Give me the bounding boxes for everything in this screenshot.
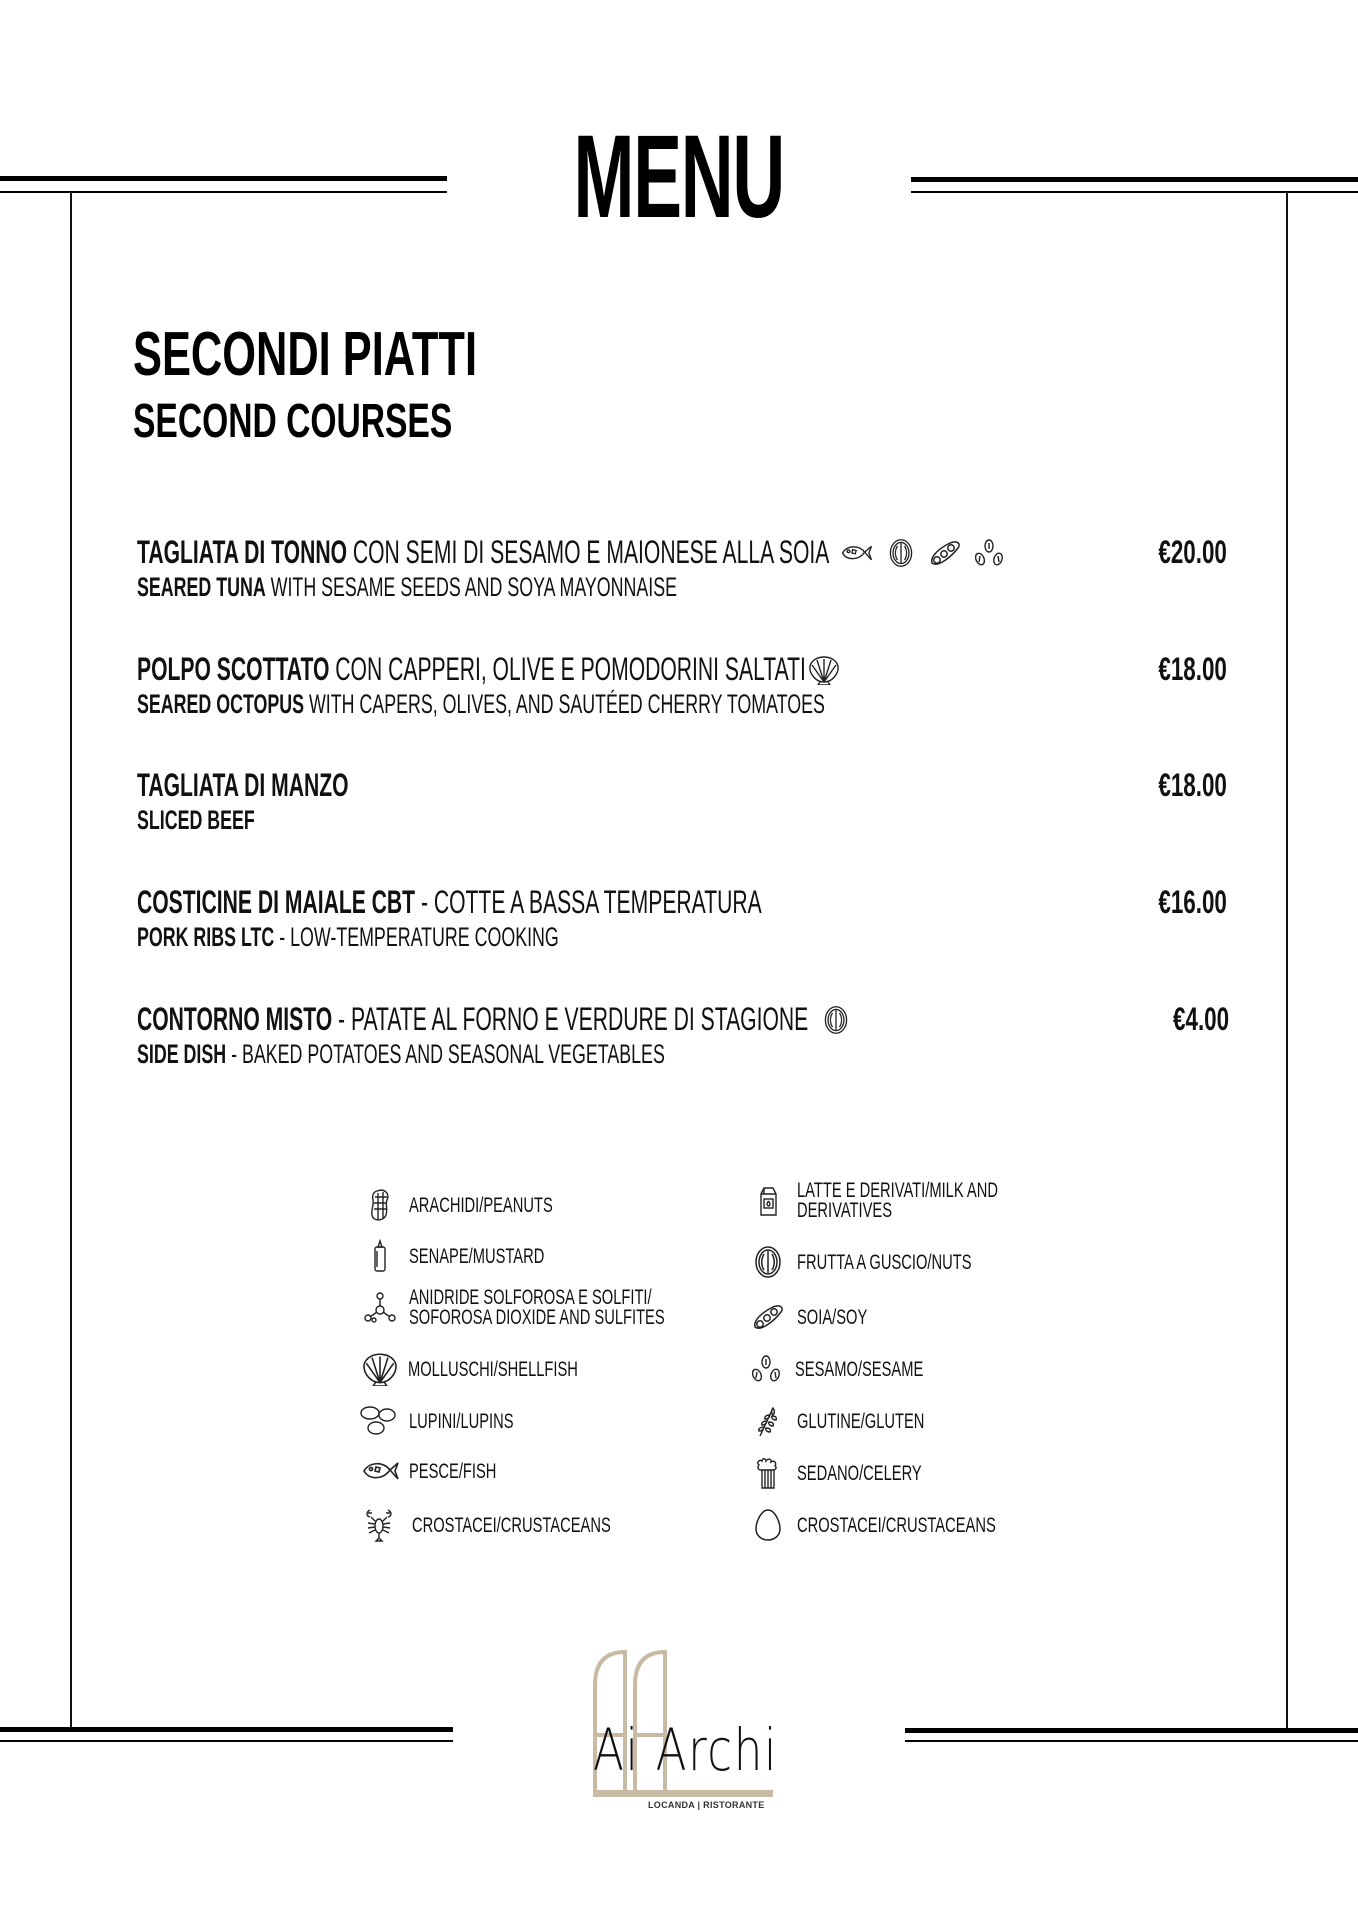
- legend-item-egg: [751, 1508, 1081, 1542]
- item-name-en: PORK RIBS LTC: [137, 922, 275, 952]
- right-border: [1286, 192, 1288, 1728]
- restaurant-logo: [585, 1640, 785, 1810]
- legend-item-mustard: [363, 1239, 602, 1273]
- sesame-icon: [749, 1352, 783, 1386]
- gluten-icon: [751, 1404, 785, 1438]
- menu-item: [137, 765, 1227, 837]
- legend-item-fish: [361, 1456, 534, 1486]
- item-desc-it: CON CAPPERI, OLIVE E POMODORINI SALTATI: [329, 651, 806, 687]
- legend-item-soy: [751, 1300, 897, 1334]
- item-desc-it: - PATATE AL FORNO E VERDURE DI STAGIONE: [332, 1001, 809, 1037]
- item-name-en: SLICED BEEF: [137, 805, 255, 835]
- item-desc-en: WITH CAPERS, OLIVES, AND SAUTÉED CHERRY TOMATOES: [304, 689, 825, 719]
- legend-label: GLUTINE/GLUTEN: [797, 1409, 925, 1433]
- legend-item-crustaceans: [362, 1508, 696, 1542]
- item-desc-en: WITH SESAME SEEDS AND SOYA MAYONNAISE: [265, 572, 677, 602]
- logo-wordmark: [593, 1718, 778, 1782]
- left-border: [70, 192, 72, 1728]
- legend-label-line1: ANIDRIDE SOLFOROSA E SOLFITI/: [409, 1286, 652, 1309]
- item-desc-en: - LOW-TEMPERATURE COOKING: [274, 922, 559, 952]
- item-line-italian: [137, 882, 762, 922]
- shellfish-icon: [360, 1352, 400, 1386]
- item-line-english: [137, 920, 559, 954]
- allergen-icons: [807, 655, 841, 685]
- sesame-icon: [972, 538, 1006, 568]
- logo-word-ai: Ai: [593, 1716, 640, 1784]
- item-name-en: SEARED OCTOPUS: [137, 689, 305, 719]
- nuts-icon: [751, 1245, 785, 1279]
- legend-item-lupins: [357, 1404, 558, 1438]
- item-price: €18.00: [1158, 767, 1227, 803]
- fish-icon: [361, 1456, 401, 1486]
- legend-label: CROSTACEI/CRUSTACEANS: [797, 1513, 996, 1537]
- item-name-en: SIDE DISH: [137, 1039, 227, 1069]
- legend-item-shellfish: [360, 1352, 651, 1386]
- legend-label-line2: SOFOROSA DIOXIDE AND SULFITES: [409, 1306, 665, 1329]
- fish-icon: [840, 538, 874, 568]
- item-name-it: TAGLIATA DI MANZO: [137, 767, 349, 803]
- legend-label: SESAMO/SESAME: [795, 1357, 924, 1381]
- legend-label: [797, 1181, 998, 1221]
- menu-item: [137, 999, 1227, 1071]
- legend-item-sulfites: [363, 1288, 774, 1328]
- menu-item: [137, 532, 1227, 604]
- item-line-english: [137, 687, 825, 721]
- legend-item-celery: [751, 1456, 975, 1490]
- legend-item-sesame: [749, 1352, 978, 1386]
- soy-icon: [928, 538, 962, 568]
- lupins-icon: [357, 1404, 401, 1438]
- item-price: €4.00: [1172, 1001, 1229, 1037]
- item-line-italian: [137, 649, 806, 689]
- item-line-italian: [137, 532, 829, 572]
- menu-item: [137, 649, 1227, 721]
- legend-label: SEDANO/CELERY: [797, 1461, 922, 1485]
- page-title: [0, 111, 1358, 243]
- item-name-it: CONTORNO MISTO: [137, 1001, 333, 1037]
- legend-label: SOIA/SOY: [797, 1305, 868, 1329]
- item-name-en: SEARED TUNA: [137, 572, 266, 602]
- item-name-it: TAGLIATA DI TONNO: [137, 534, 348, 570]
- item-line-english: [137, 1037, 665, 1071]
- shellfish-icon: [807, 655, 841, 685]
- bottom-right-rule-thin: [905, 1740, 1358, 1742]
- bottom-left-rule-thick: [0, 1727, 453, 1732]
- mustard-icon: [363, 1239, 397, 1273]
- item-desc-en: - BAKED POTATOES AND SEASONAL VEGETABLES: [226, 1039, 665, 1069]
- legend-label-line1: LATTE E DERIVATI/MILK AND: [797, 1179, 998, 1202]
- legend-label: ARACHIDI/PEANUTS: [409, 1193, 553, 1217]
- item-name-it: COSTICINE DI MAIALE CBT: [137, 884, 416, 920]
- milk-icon: [751, 1184, 785, 1218]
- legend-label: CROSTACEI/CRUSTACEANS: [412, 1513, 611, 1537]
- allergen-icons: [819, 1005, 853, 1035]
- legend-label-line2: DERIVATIVES: [797, 1199, 893, 1222]
- legend-item-gluten: [751, 1404, 979, 1438]
- item-desc-it: CON SEMI DI SESAMO E MAIONESE ALLA SOIA: [347, 534, 830, 570]
- legend-label: FRUTTA A GUSCIO/NUTS: [797, 1250, 972, 1274]
- legend-label: SENAPE/MUSTARD: [409, 1244, 545, 1268]
- logo-tagline: LOCANDA | RISTORANTE: [648, 1800, 765, 1810]
- item-line-italian: [137, 765, 349, 805]
- logo-word-archi: Archi: [655, 1716, 779, 1784]
- item-price: €20.00: [1158, 534, 1227, 570]
- bottom-left-rule-thin: [0, 1740, 453, 1742]
- legend-item-peanuts: [363, 1188, 614, 1222]
- nuts-icon: [819, 1005, 853, 1035]
- crustacean-icon: [362, 1508, 396, 1542]
- soy-icon: [751, 1300, 785, 1334]
- section-title-italian: SECONDI PIATTI: [133, 320, 478, 389]
- peanut-icon: [363, 1188, 397, 1222]
- legend-label: MOLLUSCHI/SHELLFISH: [408, 1357, 578, 1381]
- allergen-icons: [840, 538, 1006, 568]
- item-price: €16.00: [1158, 884, 1227, 920]
- page-title-text: MENU: [573, 111, 785, 243]
- legend-item-milk: [751, 1181, 1084, 1221]
- item-line-italian: [137, 999, 808, 1039]
- bottom-right-rule-thick: [905, 1728, 1358, 1733]
- legend-item-nuts: [751, 1245, 1046, 1279]
- item-desc-it: - COTTE A BASSA TEMPERATURA: [415, 884, 762, 920]
- sulfites-icon: [363, 1291, 397, 1325]
- item-line-english: [137, 570, 677, 604]
- egg-icon: [751, 1508, 785, 1542]
- legend-label: [409, 1288, 665, 1328]
- nuts-icon: [884, 538, 918, 568]
- item-line-english: [137, 803, 255, 837]
- item-price: €18.00: [1158, 651, 1227, 687]
- section-title-english: SECOND COURSES: [133, 395, 453, 448]
- item-name-it: POLPO SCOTTATO: [137, 651, 330, 687]
- legend-label: LUPINI/LUPINS: [409, 1409, 514, 1433]
- legend-label: PESCE/FISH: [409, 1459, 497, 1483]
- celery-icon: [751, 1456, 785, 1490]
- menu-item: [137, 882, 1227, 954]
